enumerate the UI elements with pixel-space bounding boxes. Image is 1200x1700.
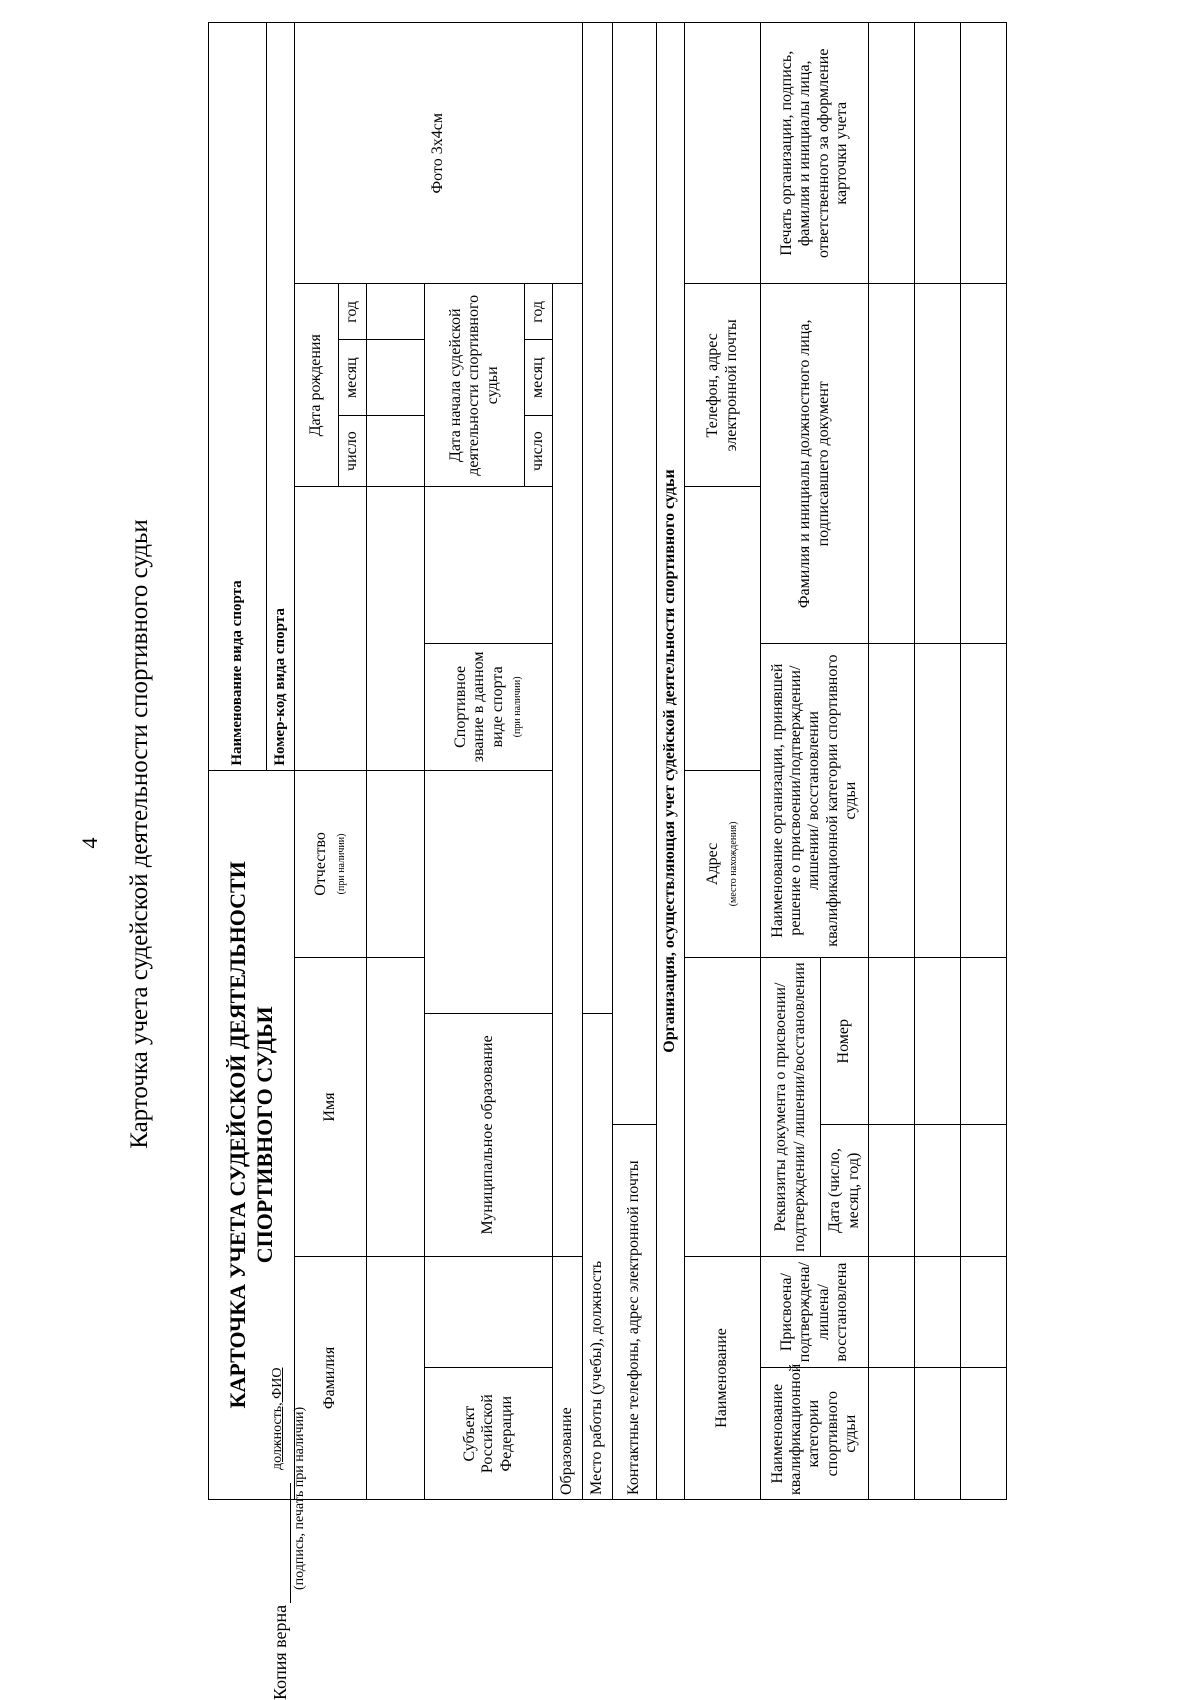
sport-name-label: Наименование вида спорта [209, 23, 267, 771]
qual-cell[interactable] [869, 1256, 915, 1367]
name-value[interactable] [367, 958, 425, 1257]
qual-cell[interactable] [961, 958, 1007, 1125]
birth-year-label: год [339, 284, 367, 340]
sport-title-note: (при наличии) [511, 676, 523, 738]
education-value[interactable] [553, 23, 583, 1257]
signature-line[interactable] [290, 1483, 291, 1603]
qual-cell[interactable] [869, 1368, 915, 1500]
qual-status-header: Присвоена/ подтверждена/ лишена/ восстановлена [761, 1256, 869, 1367]
qual-cell[interactable] [869, 23, 915, 285]
qual-cell[interactable] [869, 1125, 915, 1257]
signature-caption: (подпись, печать при наличии) [292, 1406, 307, 1590]
birth-month-value[interactable] [367, 340, 425, 416]
patronymic-note: (при наличии) [335, 833, 347, 895]
qual-doc-details-header: Реквизиты документа о присвоении/подтверждении/ лишении/восстановлении [761, 958, 821, 1257]
qual-cell[interactable] [915, 1368, 961, 1500]
qual-cell[interactable] [961, 284, 1007, 644]
education-label: Образование [553, 1256, 583, 1499]
qual-cell[interactable] [915, 23, 961, 285]
sport-title-text: Спортивное звание в данном виде спорта [451, 651, 506, 763]
start-month-label: месяц [525, 340, 553, 416]
copy-label: Копия верна [270, 1604, 290, 1700]
card-title: КАРТОЧКА УЧЕТА СУДЕЙСКОЙ ДЕЯТЕЛЬНОСТИ СПОРТИВНОГО СУДЬИ [209, 770, 295, 1499]
surname-value[interactable] [367, 1256, 425, 1499]
blank-cell [367, 487, 425, 771]
qual-cell[interactable] [869, 958, 915, 1125]
municipality-label: Муниципальное образование [425, 1013, 553, 1256]
qual-cell[interactable] [915, 284, 961, 644]
org-address-label [685, 770, 761, 957]
patronymic-label [295, 770, 367, 957]
municipality-value[interactable] [425, 770, 553, 1013]
qual-cell[interactable] [915, 1256, 961, 1367]
qual-cell[interactable] [961, 1256, 1007, 1367]
qual-official-header: Фамилия и инициалы должностного лица, подписавшего документ [761, 284, 869, 644]
qual-cell[interactable] [961, 1125, 1007, 1257]
org-address-note: (место нахождения) [727, 821, 739, 907]
org-address-value[interactable] [685, 487, 761, 771]
qual-category-header: Наименование квалификационной категории спортивного судьи [761, 1368, 869, 1500]
page-number: 4 [77, 837, 102, 849]
patronymic-value[interactable] [295, 487, 367, 771]
qual-cell[interactable] [869, 644, 915, 958]
qual-stamp-header: Печать организации, подпись, фамилия и инициалы лица, ответственного за оформление карточки учета [761, 23, 869, 285]
qual-row [915, 23, 961, 1500]
qual-cell[interactable] [961, 1368, 1007, 1500]
qual-row [869, 23, 915, 1500]
subject-label: Субъект Российской Федерации [425, 1368, 553, 1500]
birth-year-value[interactable] [367, 284, 425, 340]
qual-cell[interactable] [915, 958, 961, 1125]
patronymic-input[interactable] [367, 770, 425, 957]
sport-title-value[interactable] [425, 487, 553, 644]
qual-org-decision-header: Наименование организации, принявшей решение о присвоении/подтверждении/лишении/ восстановлении квалификационной категории спортивного судьи [761, 644, 869, 958]
name-label: Имя [295, 958, 367, 1257]
photo-box: Фото 3х4см [295, 23, 583, 285]
org-phone-value[interactable] [685, 23, 761, 285]
org-name-label: Наименование [685, 1256, 761, 1499]
org-address-text: Адрес [704, 842, 722, 886]
sport-title-label [425, 644, 553, 771]
org-phone-label: Телефон, адрес электронной почты [685, 284, 761, 487]
surname-label: Фамилия [295, 1256, 367, 1499]
copy-certification [270, 1180, 330, 1700]
sport-code-label: Номер-код вида спорта [267, 23, 295, 771]
birth-day-label: число [339, 416, 367, 487]
position-name-label: должность, ФИО [270, 1367, 285, 1470]
page-heading: Карточка учета судейской деятельности спортивного судьи [126, 519, 153, 1149]
birth-day-value[interactable] [367, 416, 425, 487]
subject-value[interactable] [425, 1256, 553, 1367]
birth-month-label: месяц [339, 340, 367, 416]
start-date-label: Дата начала судейской деятельности спортивного судьи [425, 284, 525, 487]
qual-cell[interactable] [961, 23, 1007, 285]
org-name-value[interactable] [685, 958, 761, 1257]
patronymic-text: Отчество [312, 832, 330, 896]
contacts-label: Контактные телефоны, адрес электронной почты [613, 1125, 657, 1500]
org-section-title: Организация, осуществляющая учет судейской деятельности спортивного судьи [657, 23, 685, 1500]
qual-row [961, 23, 1007, 1500]
qual-cell[interactable] [915, 644, 961, 958]
start-year-label: год [525, 284, 553, 340]
birth-date-label: Дата рождения [295, 284, 339, 487]
qual-cell[interactable] [961, 644, 1007, 958]
qual-doc-number-header: Номер [821, 958, 869, 1125]
start-day-label: число [525, 416, 553, 487]
qual-doc-date-header: Дата (число, месяц, год) [821, 1125, 869, 1257]
contacts-value[interactable] [613, 23, 657, 1125]
qual-cell[interactable] [869, 284, 915, 644]
workplace-value[interactable] [583, 23, 613, 1014]
qual-cell[interactable] [915, 1125, 961, 1257]
workplace-label: Место работы (учебы), должность [583, 1013, 613, 1499]
